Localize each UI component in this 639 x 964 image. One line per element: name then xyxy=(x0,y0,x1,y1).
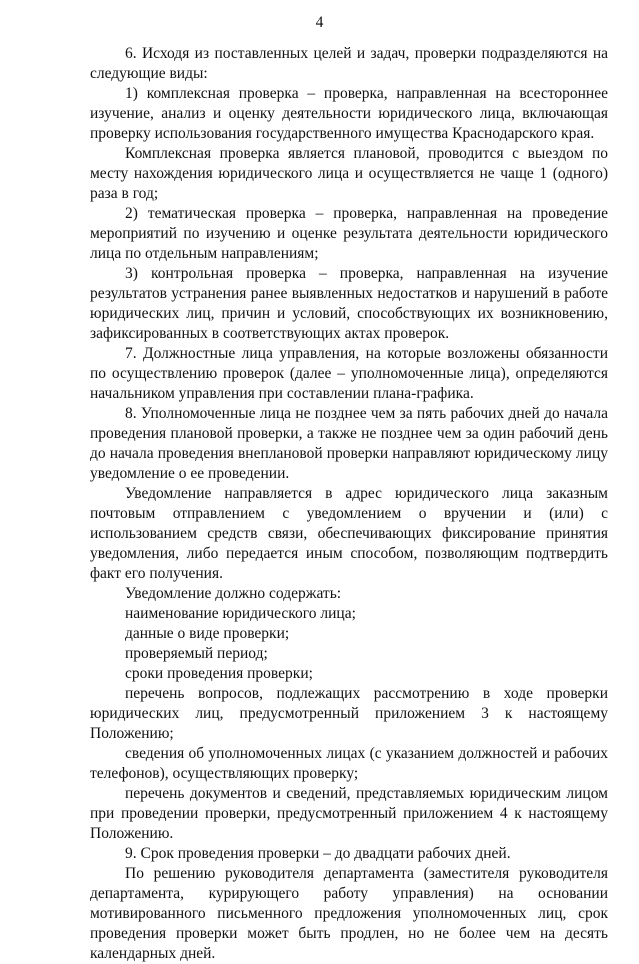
paragraph-complex-check: 1) комплексная проверка – проверка, направленная на всестороннее изучение, анализ и оценку деятельности юридического лица, включающая проверку использования государственного имущества Краснодарского края. xyxy=(90,85,608,142)
paragraph-notification-contents: Уведомление должно содержать: xyxy=(125,585,342,602)
list-item-authorized-persons: сведения об уполномоченных лицах (с указанием должностей и рабочих телефонов), осуществляющих проверку; xyxy=(90,745,608,782)
list-item-documents: перечень документов и сведений, представляемых юридическим лицом при проведении проверки, предусмотренный приложением 4 к настоящему Положению. xyxy=(90,785,608,842)
list-item-check-type: данные о виде проверки; xyxy=(125,625,290,642)
list-item-check-dates: сроки проведения проверки; xyxy=(125,665,313,682)
paragraph-7: 7. Должностные лица управления, на которые возложены обязанности по осуществлению проверок (далее – уполномоченные лица), определяются начальником управления при составлении плана-графика. xyxy=(90,345,608,402)
document-body xyxy=(90,44,608,964)
paragraph-notification-delivery: Уведомление направляется в адрес юридического лица заказным почтовым отправлением с уведомлением о вручении и (или) с использованием средств связи, обеспечивающих фиксирование принятия уведомления, либо передается иным способом, позволяющим подтвердить факт его получения. xyxy=(90,485,608,582)
paragraph-thematic-check: 2) тематическая проверка – проверка, направленная на проведение мероприятий по изучению и оценке результата деятельности юридического лица по отдельным направлениям; xyxy=(90,205,608,262)
paragraph-complex-check-planned: Комплексная проверка является плановой, проводится с выездом по месту нахождения юридического лица и осуществляется не чаще 1 (одного) раза в год; xyxy=(90,145,608,202)
paragraph-control-check: 3) контрольная проверка – проверка, направленная на изучение результатов устранения ранее выявленных недостатков и нарушений в работе юридических лиц, причин и условий, способствующих их возникновению, зафиксированных в соответствующих актах проверок. xyxy=(90,265,608,342)
paragraph-extension: По решению руководителя департамента (заместителя руководителя департамента, курирующего работу управления) на основании мотивированного письменного предложения уполномоченных лиц, срок проведения проверки может быть продлен, но не более чем на десять календарных дней. xyxy=(90,865,608,962)
list-item-questions: перечень вопросов, подлежащих рассмотрению в ходе проверки юридических лиц, предусмотренный приложением 3 к настоящему Положению; xyxy=(90,685,608,742)
list-item-checked-period: проверяемый период; xyxy=(125,645,268,662)
list-item-legal-entity-name: наименование юридического лица; xyxy=(125,605,356,622)
page-number: 4 xyxy=(315,14,324,31)
paragraph-8: 8. Уполномоченные лица не позднее чем за пять рабочих дней до начала проведения плановой проверки, а также не позднее чем за один рабочий день до начала проведения внеплановой проверки направляют юридическому лицу уведомление о ее проведении. xyxy=(90,405,608,482)
paragraph-9: 9. Срок проведения проверки – до двадцати рабочих дней. xyxy=(125,845,511,862)
paragraph-6: 6. Исходя из поставленных целей и задач, проверки подразделяются на следующие виды: xyxy=(90,45,608,82)
